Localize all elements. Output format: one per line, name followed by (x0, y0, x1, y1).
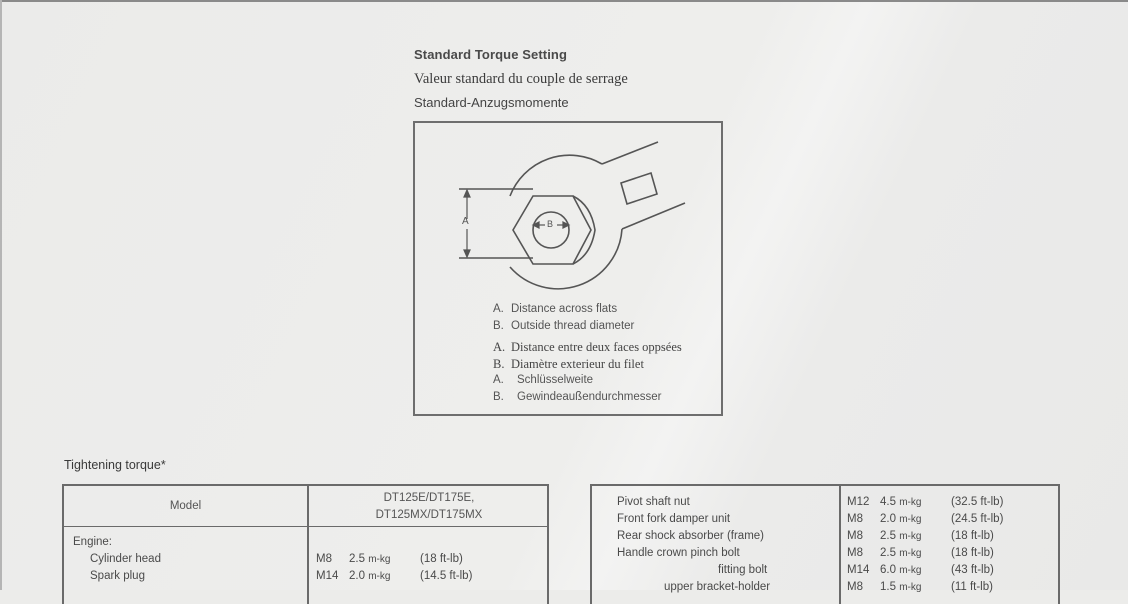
part-upper-bracket-holder: upper bracket-holder (664, 581, 771, 593)
tightening-torque-title: Tightening torque* (64, 458, 166, 472)
dimension-label-b: B (547, 219, 554, 229)
figure-legend (493, 303, 682, 408)
part-handle-crown-pinch-bolt: Handle crown pinch bolt (617, 547, 740, 559)
column-header-models: DT125E/DT175E, DT125MX/DT175MX (375, 492, 483, 521)
heading-english: Standard Torque Setting (414, 47, 568, 62)
part-rear-shock-absorber: Rear shock absorber (frame) (617, 530, 764, 542)
heading-german: Standard-Anzugsmomente (414, 95, 569, 110)
torque-spark-plug: M14 2.0 m-kg (14.5 ft-lb) (316, 570, 473, 582)
torque-pivot-shaft-nut: M12 4.5 m-kg (32.5 ft-lb) (847, 496, 1004, 508)
torque-handle-crown-pinch-bolt: M8 2.5 m-kg (18 ft-lb) (847, 547, 994, 559)
legend-fr-a: A. Distance entre deux faces oppsées (493, 340, 682, 354)
legend-de-b: B. Gewindeaußendurchmesser (493, 391, 662, 403)
column-header-model: Model (169, 500, 202, 512)
torque-front-fork-damper: M8 2.0 m-kg (24.5 ft-lb) (847, 513, 1004, 525)
torque-fitting-bolt: M14 6.0 m-kg (43 ft-lb) (847, 564, 994, 576)
torque-cylinder-head: M8 2.5 m-kg (18 ft-lb) (316, 553, 463, 565)
legend-de-a: A. Schlüsselweite (493, 374, 594, 386)
section-engine: Engine: (73, 536, 113, 548)
dimension-label-a: A (462, 216, 469, 227)
page-left-edge (0, 0, 2, 590)
header-divider (64, 526, 547, 527)
part-pivot-shaft-nut: Pivot shaft nut (617, 496, 690, 508)
legend-fr-b: B. Diamètre exterieur du filet (493, 357, 644, 371)
part-spark-plug: Spark plug (90, 570, 145, 582)
torque-upper-bracket-holder: M8 1.5 m-kg (11 ft-lb) (847, 581, 993, 593)
part-front-fork-damper: Front fork damper unit (617, 513, 731, 525)
legend-en-a: A. Distance across flats (493, 303, 618, 315)
legend-en-b: B. Outside thread diameter (493, 320, 635, 332)
part-cylinder-head: Cylinder head (90, 553, 161, 565)
section-heading (414, 47, 628, 119)
wrench-diagram-figure (413, 121, 723, 416)
torque-rear-shock-absorber: M8 2.5 m-kg (18 ft-lb) (847, 530, 994, 542)
page-top-edge (0, 0, 1128, 2)
torque-table-engine (62, 484, 549, 604)
heading-french: Valeur standard du couple de serrage (414, 71, 628, 87)
part-fitting-bolt: fitting bolt (718, 564, 768, 576)
torque-table-chassis (590, 484, 1060, 604)
column-divider (839, 486, 841, 604)
